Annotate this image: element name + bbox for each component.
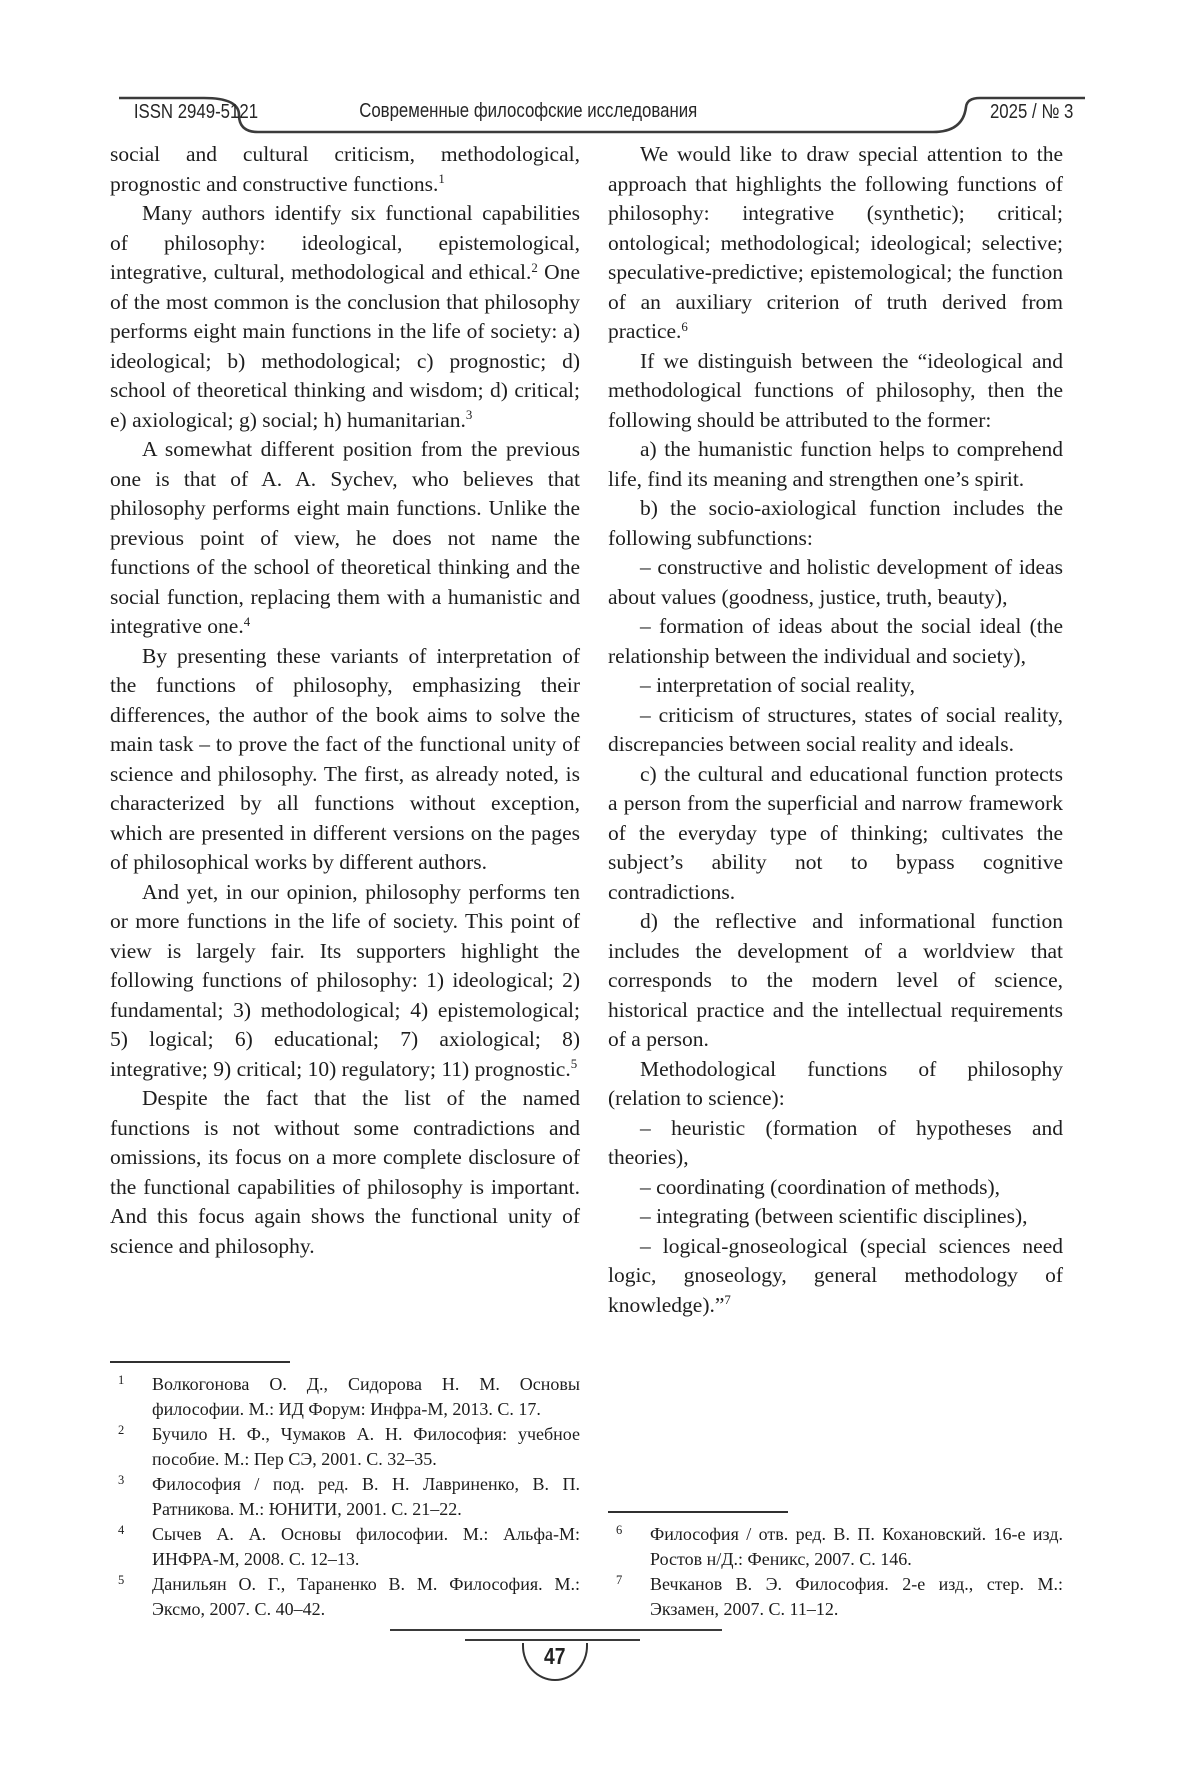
footnote-rule bbox=[608, 1511, 788, 1513]
issn-label: ISSN 2949-5121 bbox=[133, 101, 259, 123]
footnote-text: Философия / отв. ред. В. П. Кохановский. 16-е изд. Ростов н/Д.: Феникс, 2007. С. 146. bbox=[650, 1524, 1063, 1569]
paragraph: d) the reflective and informational function includes the development of a worldview that corresponds to the modern level of science, historical practice and the intellectual requirements of a person. bbox=[608, 909, 1063, 1051]
right-column-text bbox=[608, 140, 1063, 1320]
footnote-number: 4 bbox=[118, 1523, 125, 1537]
footnote bbox=[608, 1522, 1063, 1572]
paragraph: – formation of ideas about the social ideal (the relationship between the individual and society), bbox=[608, 614, 1063, 668]
footnote bbox=[110, 1372, 580, 1422]
footnote-number: 5 bbox=[118, 1573, 125, 1587]
paragraph: By presenting these variants of interpretation of the functions of philosophy, emphasizing their differences, the author of the book aims to solve the main task – to prove the fact of the functional unity of science and philosophy. The first, as already noted, is characterized by all functions without exception, which are presented in different versions on the pages of philosophical works by different authors. bbox=[110, 643, 580, 874]
footer-rule-long bbox=[390, 1629, 722, 1631]
right-column bbox=[608, 140, 1063, 1622]
footnote bbox=[110, 1522, 580, 1572]
footnote bbox=[608, 1572, 1063, 1622]
footnote-text: Вечканов В. Э. Философия. 2-е изд., стер. М.: Экзамен, 2007. С. 11–12. bbox=[650, 1574, 1063, 1619]
left-footnotes bbox=[110, 1361, 580, 1622]
footnote-text: Философия / под. ред. В. Н. Лавриненко, В. П. Ратникова. М.: ЮНИТИ, 2001. С. 21–22. bbox=[152, 1474, 580, 1519]
footnote-number: 3 bbox=[118, 1473, 125, 1487]
footnote-text: Бучило Н. Ф., Чумаков А. Н. Философия: учебное пособие. М.: Пер СЭ, 2001. С. 32–35. bbox=[152, 1424, 580, 1469]
paragraph: And yet, in our opinion, philosophy performs ten or more functions in the life of society. This point of view is largely fair. Its supporters highlight the following functions of philosophy: 1) ideological; 2) fundamental; 3) methodological; 4) epistemological; 5) logical; 6) educational; 7) axiological; 8) integrative; 9) critical; 10) regulatory; 11) prognostic.$^5$ bbox=[110, 879, 580, 1081]
article-body bbox=[110, 140, 1063, 1622]
footnote-number: 6 bbox=[616, 1523, 623, 1537]
footnote-text: Сычев А. А. Основы философии. М.: Альфа-М: ИНФРА-М, 2008. С. 12–13. bbox=[152, 1524, 580, 1569]
left-column bbox=[110, 140, 580, 1622]
paragraph: We would like to draw special attention to the approach that highlights the following functions of philosophy: integrative (synthetic); critical; ontological; methodological; ideological; selective; speculative-predictive; epistemological; the function of an auxiliary criterion of truth derived from practice.$^6$ bbox=[608, 142, 1063, 343]
header-journal-title bbox=[120, 100, 936, 122]
footnote-text: Данильян О. Г., Тараненко В. М. Философия. М.: Эксмо, 2007. С. 40–42. bbox=[152, 1574, 580, 1619]
paragraph: – constructive and holistic development of ideas about values (goodness, justice, truth, beauty), bbox=[608, 555, 1063, 609]
paragraph: c) the cultural and educational function protects a person from the superficial and narrow framework of the everyday type of thinking; cultivates the subject’s ability not to bypass cognitive contradictions. bbox=[608, 761, 1063, 904]
paragraph: – integrating (between scientific disciplines), bbox=[640, 1204, 1028, 1228]
right-footnote-list bbox=[608, 1522, 1063, 1622]
paragraph: – logical-gnoseological (special sciences need logic, gnoseology, general methodology of knowledge).”$^7$ bbox=[608, 1233, 1063, 1317]
footnote-rule bbox=[110, 1361, 290, 1363]
issue-label: 2025 / № 3 bbox=[990, 101, 1074, 123]
paragraph: – interpretation of social reality, bbox=[640, 673, 916, 697]
footnote bbox=[110, 1422, 580, 1472]
footnote-number: 7 bbox=[616, 1573, 623, 1587]
paragraph: b) the socio-axiological function includes the following subfunctions: bbox=[608, 496, 1063, 550]
right-footnotes bbox=[608, 1511, 1063, 1622]
page-number: 47 bbox=[544, 1643, 566, 1669]
paragraph: If we distinguish between the “ideological and methodological functions of philosophy, then the following should be attributed to the former: bbox=[608, 348, 1063, 432]
paragraph: – heuristic (formation of hypotheses and theories), bbox=[608, 1115, 1063, 1169]
footnote-number: 1 bbox=[118, 1373, 125, 1387]
left-column-text bbox=[110, 140, 580, 1261]
page-number-badge bbox=[522, 1643, 588, 1681]
footnote-text: Волкогонова О. Д., Сидорова Н. М. Основы философии. М.: ИД Форум: Инфра-М, 2013. С. 17. bbox=[152, 1374, 580, 1419]
paragraph: Despite the fact that the list of the named functions is not without some contradictions and omissions, its focus on a more complete disclosure of the functional capabilities of philosophy is important. And this focus again shows the functional unity of science and philosophy. bbox=[110, 1086, 580, 1258]
journal-title-label: Современные философские исследования bbox=[358, 100, 698, 122]
paragraph: Methodological functions of philosophy (relation to science): bbox=[608, 1056, 1063, 1110]
header-issue bbox=[976, 101, 1088, 123]
footnote bbox=[110, 1472, 580, 1522]
left-footnote-list bbox=[110, 1372, 580, 1622]
footnote-number: 2 bbox=[118, 1423, 125, 1437]
paragraph: a) the humanistic function helps to comprehend life, find its meaning and strengthen one’s spirit. bbox=[608, 437, 1063, 491]
paragraph: A somewhat different position from the previous one is that of A. A. Sychev, who believes that philosophy performs eight main functions. Unlike the previous point of view, he does not name the functions of the school of theoretical thinking and the social function, replacing them with a humanistic and integrative one.$^4$ bbox=[110, 437, 580, 638]
paragraph: social and cultural criticism, methodological, prognostic and constructive functions.$^1$ bbox=[110, 142, 580, 196]
footnote bbox=[110, 1572, 580, 1622]
paragraph: Many authors identify six functional capabilities of philosophy: ideological, epistemological, integrative, cultural, methodological and ethical.$^2$ One of the most common is the conclusion that philosophy performs eight main functions in the life of society: a) ideological; b) methodological; c) prognostic; d) school of theoretical thinking and wisdom; d) critical; e) axiological; g) social; h) humanitarian.$^3$ bbox=[110, 201, 580, 432]
paragraph: – coordinating (coordination of methods), bbox=[640, 1174, 1001, 1199]
footer-rule-short bbox=[465, 1639, 640, 1641]
paragraph: – criticism of structures, states of social reality, discrepancies between social reality and ideals. bbox=[608, 702, 1063, 756]
